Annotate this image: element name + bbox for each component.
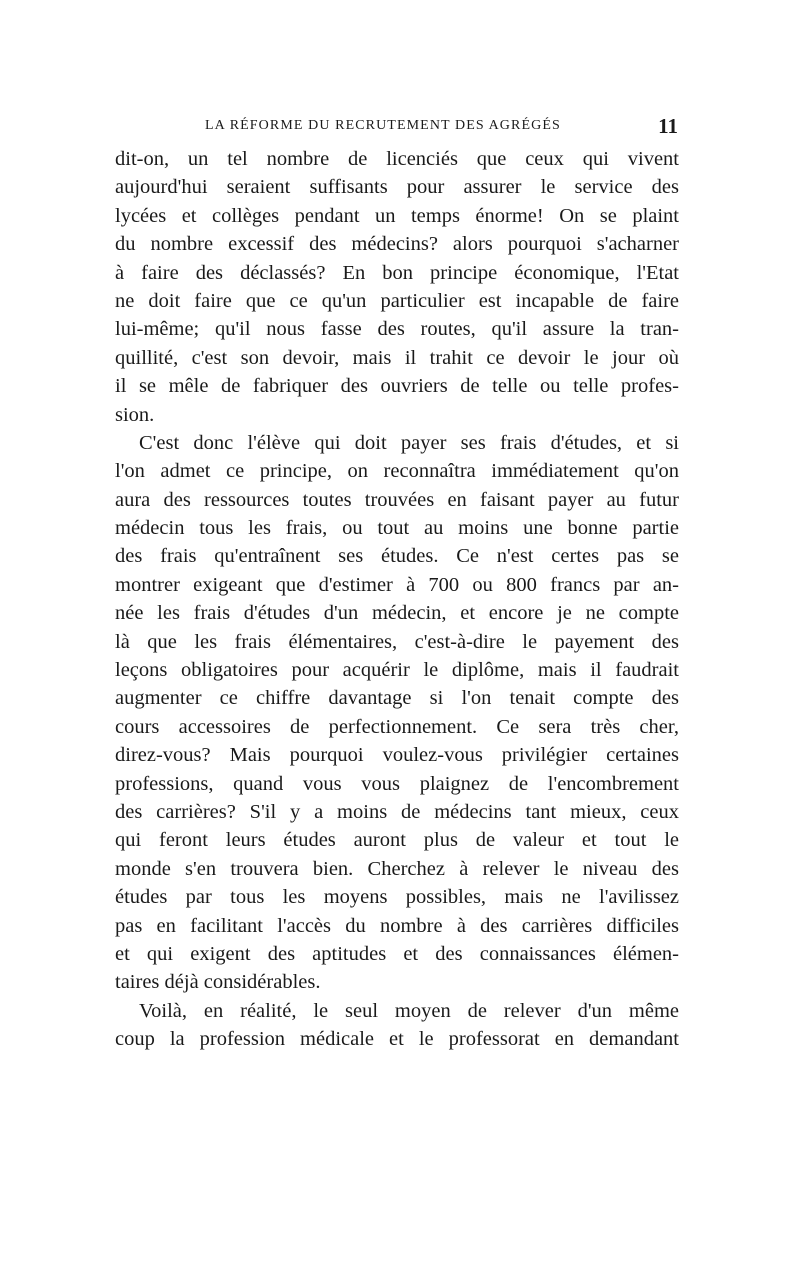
text-line: ne doit faire que ce qu'un particulier est incapable de faire	[115, 289, 679, 312]
text-line: augmenter ce chiffre davantage si l'on tenait compte des	[115, 687, 679, 710]
text-line: sion.	[115, 403, 155, 426]
text-line: il se mêle de fabriquer des ouvriers de telle ou telle profes-	[115, 375, 679, 398]
text-line: Voilà, en réalité, le seul moyen de relever d'un même	[139, 999, 679, 1022]
text-line: professions, quand vous vous plaignez de l'encombrement	[115, 772, 679, 795]
text-line: taires déjà considérables.	[115, 971, 321, 994]
text-line: là que les frais élémentaires, c'est-à-dire le payement des	[115, 630, 679, 653]
text-line: lui-même; qu'il nous fasse des routes, qu'il assure la tran-	[115, 318, 679, 341]
text-line: dit-on, un tel nombre de licenciés que ceux qui vivent	[115, 148, 679, 170]
text-line: leçons obligatoires pour acquérir le diplôme, mais il faudrait	[115, 659, 679, 682]
text-line: études par tous les moyens possibles, mais ne l'avilissez	[115, 886, 679, 909]
text-line: pas en facilitant l'accès du nombre à des carrières difficiles	[115, 914, 679, 937]
text-line: montrer exigeant que d'estimer à 700 ou 800 francs par an-	[115, 573, 679, 596]
paragraph-1	[115, 145, 679, 429]
running-title: LA RÉFORME DU RECRUTEMENT DES AGRÉGÉS	[205, 118, 561, 133]
text-line: du nombre excessif des médecins? alors pourquoi s'acharner	[115, 233, 679, 256]
text-line: aujourd'hui seraient suffisants pour assurer le service des	[115, 176, 679, 199]
page-number: 11	[658, 114, 678, 138]
text-line: née les frais d'études d'un médecin, et encore je ne compte	[115, 602, 679, 625]
text-line: direz-vous? Mais pourquoi voulez-vous privilégier certaines	[115, 744, 679, 767]
text-line: des carrières? S'il y a moins de médecins tant mieux, ceux	[115, 800, 679, 823]
text-line: l'on admet ce principe, on reconnaîtra immédiatement qu'on	[115, 460, 679, 483]
text-line: lycées et collèges pendant un temps énorme! On se plaint	[115, 204, 679, 227]
text-line: et qui exigent des aptitudes et des connaissances élémen-	[115, 942, 679, 965]
paragraph-2	[115, 429, 679, 997]
text-line: des frais qu'entraînent ses études. Ce n'est certes pas se	[115, 545, 679, 568]
body-text	[115, 145, 679, 1054]
text-line: médecin tous les frais, ou tout au moins une bonne partie	[115, 517, 679, 540]
text-line: qui feront leurs études auront plus de valeur et tout le	[115, 829, 679, 852]
text-line: monde s'en trouvera bien. Cherchez à relever le niveau des	[115, 857, 679, 880]
text-line: coup la profession médicale et le professorat en demandant	[115, 1028, 679, 1051]
text-line: cours accessoires de perfectionnement. Ce sera très cher,	[115, 715, 679, 738]
text-line: quillité, c'est son devoir, mais il trahit ce devoir le jour où	[115, 346, 679, 369]
paragraph-3	[115, 997, 679, 1054]
text-line: aura des ressources toutes trouvées en faisant payer au futur	[115, 488, 679, 511]
text-line: C'est donc l'élève qui doit payer ses frais d'études, et si	[139, 431, 679, 454]
running-head	[205, 116, 678, 140]
text-line: à faire des déclassés? En bon principe économique, l'Etat	[115, 261, 679, 284]
